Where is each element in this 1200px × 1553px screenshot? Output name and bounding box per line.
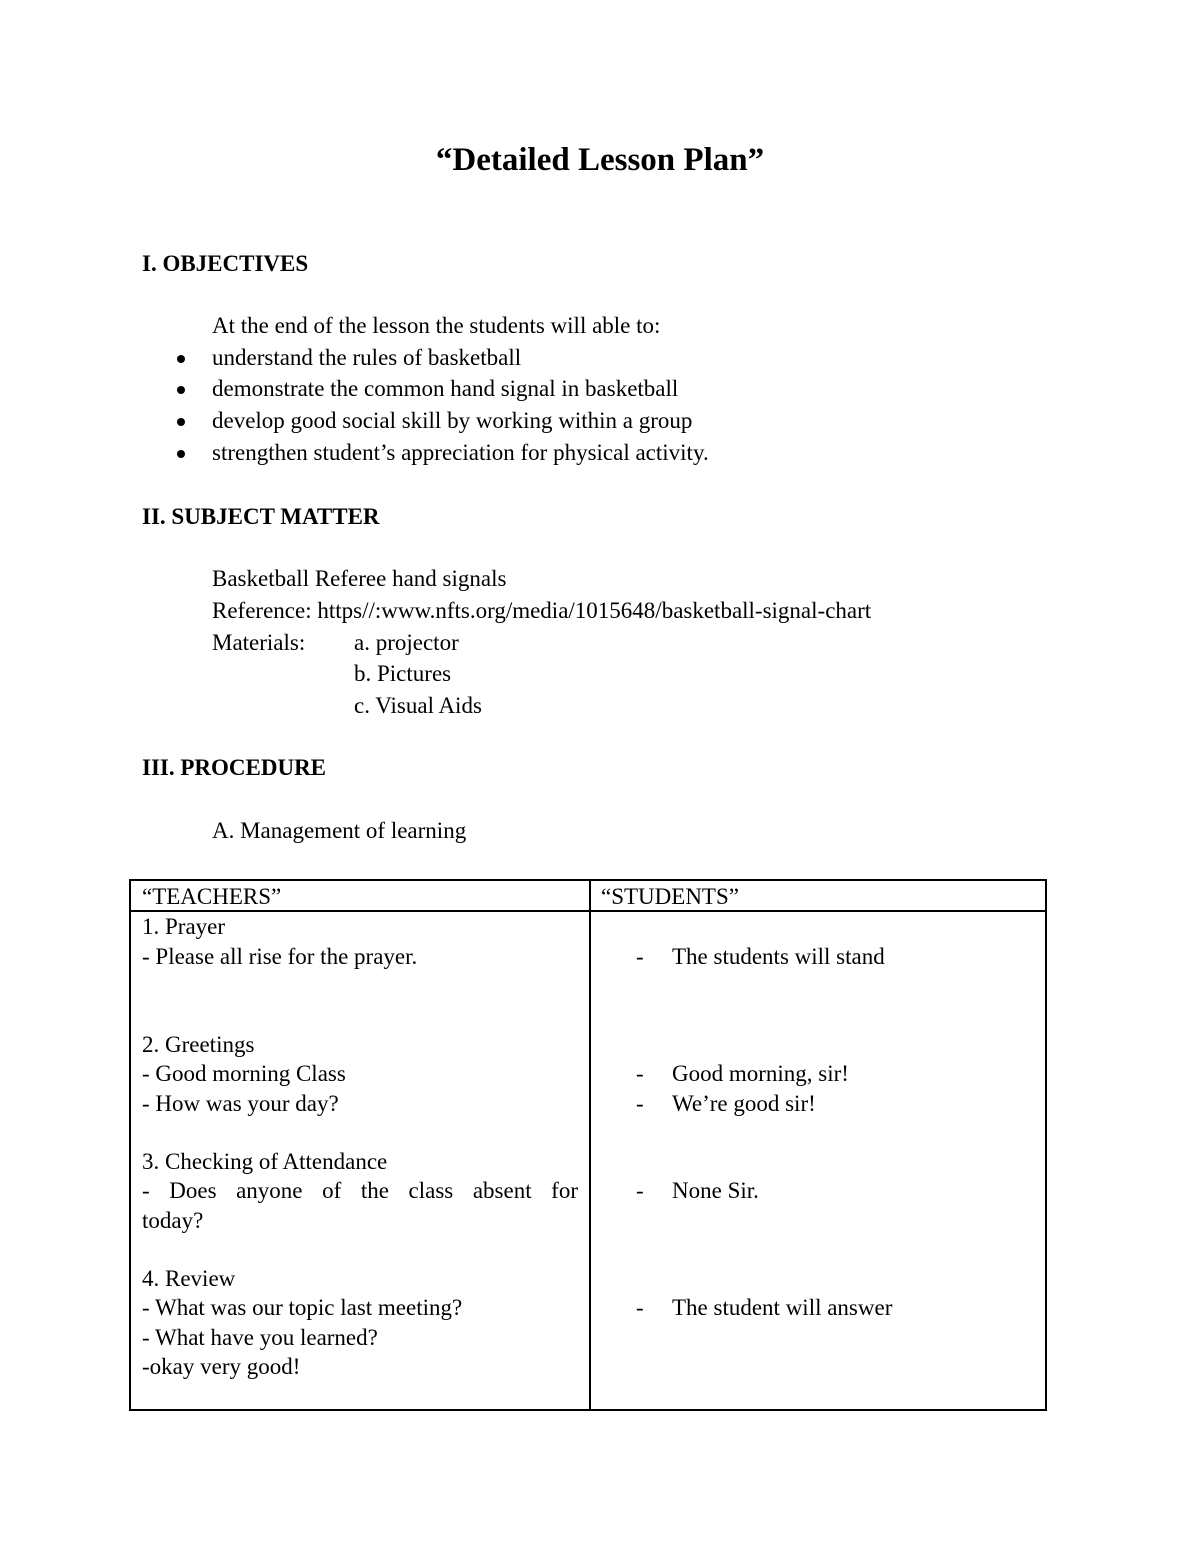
student-greeting-response: Good morning, sir! (672, 1061, 849, 1086)
objectives-heading: I. OBJECTIVES (142, 251, 309, 276)
dash-icon: - (636, 1295, 644, 1320)
column-divider (589, 881, 591, 1409)
teacher-review-line: - What have you learned? (142, 1325, 378, 1350)
objective-text: demonstrate the common hand signal in basketball (212, 376, 679, 401)
teacher-greetings-title: 2. Greetings (142, 1032, 255, 1057)
material-item: b. Pictures (354, 661, 452, 686)
material-item: a. projector (354, 630, 459, 655)
material-item: c. Visual Aids (354, 693, 482, 718)
teacher-attendance-line: today? (142, 1208, 204, 1233)
teacher-attendance-line: - Does anyone of the class absent for (142, 1178, 578, 1203)
management-table (129, 879, 1047, 1411)
student-attendance-response: None Sir. (672, 1178, 759, 1203)
procedure-heading: III. PROCEDURE (142, 755, 327, 780)
dash-icon: - (636, 944, 644, 969)
objective-text: develop good social skill by working within a group (212, 408, 693, 433)
student-greeting-response: We’re good sir! (672, 1091, 816, 1116)
objective-text: understand the rules of basketball (212, 345, 522, 370)
teacher-review-line: -okay very good! (142, 1354, 301, 1379)
student-review-response: The student will answer (672, 1295, 893, 1320)
subject-matter-heading: II. SUBJECT MATTER (142, 504, 380, 529)
teacher-attendance-title: 3. Checking of Attendance (142, 1149, 388, 1174)
materials-label: Materials: (212, 630, 306, 655)
teacher-prayer-title: 1. Prayer (142, 914, 226, 939)
teacher-review-line: - What was our topic last meeting? (142, 1295, 463, 1320)
header-divider (131, 910, 1045, 912)
bullet-icon (177, 355, 185, 363)
dash-icon: - (636, 1091, 644, 1116)
objectives-intro: At the end of the lesson the students will able to: (212, 313, 661, 338)
teacher-prayer-line: - Please all rise for the prayer. (142, 944, 418, 969)
page-title: “Detailed Lesson Plan” (435, 142, 765, 178)
bullet-icon (177, 450, 185, 458)
subject-topic: Basketball Referee hand signals (212, 566, 507, 591)
dash-icon: - (636, 1061, 644, 1086)
objective-text: strengthen student’s appreciation for physical activity. (212, 440, 709, 465)
bullet-icon (177, 386, 185, 394)
header-students: “STUDENTS” (601, 884, 739, 909)
header-teachers: “TEACHERS” (142, 884, 282, 909)
teacher-greetings-line: - Good morning Class (142, 1061, 346, 1086)
student-prayer-response: The students will stand (672, 944, 885, 969)
dash-icon: - (636, 1178, 644, 1203)
procedure-subheading: A. Management of learning (212, 818, 467, 843)
bullet-icon (177, 418, 185, 426)
teacher-review-title: 4. Review (142, 1266, 236, 1291)
teacher-greetings-line: - How was your day? (142, 1091, 339, 1116)
subject-reference: Reference: https//:www.nfts.org/media/1015648/basketball-signal-chart (212, 598, 872, 623)
